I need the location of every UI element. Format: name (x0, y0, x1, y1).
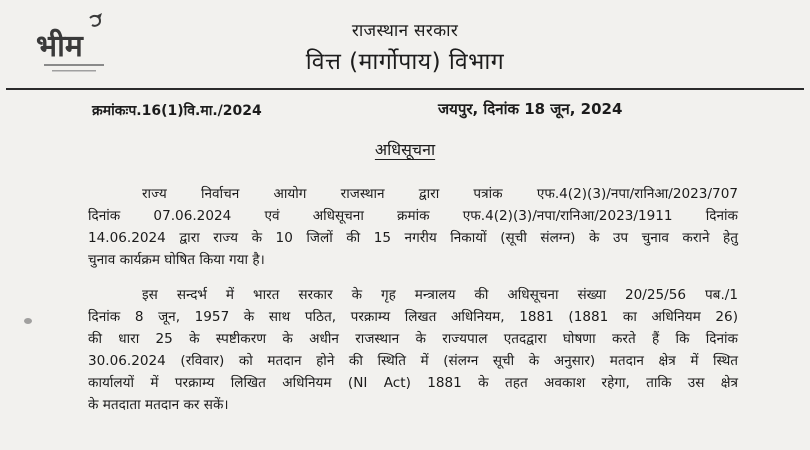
paragraph-line: इस सन्दर्भ में भारत सरकार के गृह मन्त्रालय की अधिसूचना संख्या 20/25/56 पब./1 (142, 287, 738, 303)
paragraph-line: की धारा 25 के स्पष्टीकरण के अधीन राजस्थान के राज्यपाल एतदद्वारा घोषणा करते हैं कि दिनांक (88, 331, 738, 347)
paragraph-line: के मतदाता मतदान कर सकें। (88, 397, 229, 413)
paragraph-1 (88, 183, 738, 271)
paragraph-line: कार्यालयों में परक्राम्य लिखित अधिनियम (NI Act) 1881 के तहत अवकाश रहेगा, ताकि उस क्षेत्र (88, 375, 738, 391)
paragraph-line: दिनांक 8 जून, 1957 के साथ पठित, परक्राम्य लिखत अधिनियम, 1881 (1881 का अधिनियम 26) (88, 309, 738, 325)
logo-lettering: भीम (36, 29, 83, 64)
document-title: अधिसूचना (374, 140, 436, 159)
paragraph-2 (88, 284, 738, 416)
header-divider (6, 88, 804, 90)
place-date: जयपुर, दिनांक 18 जून, 2024 (438, 100, 623, 118)
paragraph-line: राज्य निर्वाचन आयोग राजस्थान द्वारा पत्रांक एफ.4(2)(3)/नपा/रानिआ/2023/707 (142, 186, 738, 202)
scan-smudge (24, 318, 32, 324)
reference-number: क्रमांकःप.16(1)वि.मा./2024 (92, 103, 262, 119)
paragraph-line: चुनाव कार्यक्रम घोषित किया गया है। (88, 252, 265, 268)
department-name: वित्त (मार्गोपाय) विभाग (305, 49, 505, 75)
paragraph-line: 14.06.2024 द्वारा राज्य के 10 जिलों की 15 नगरीय निकायों (सूची संलग्न) के उप चुनाव कराने हेतु (88, 230, 738, 246)
government-name: राजस्थान सरकार (351, 21, 459, 41)
paragraph-line: दिनांक 07.06.2024 एवं अधिसूचना क्रमांक एफ.4(2)(3)/नपा/रानिआ/2023/1911 दिनांक (88, 208, 738, 224)
paragraph-line: 30.06.2024 (रविवार) को मतदान होने की स्थिति में (संलग्न सूची के अनुसार) मतदान क्षेत्र में स्थित (88, 353, 738, 369)
